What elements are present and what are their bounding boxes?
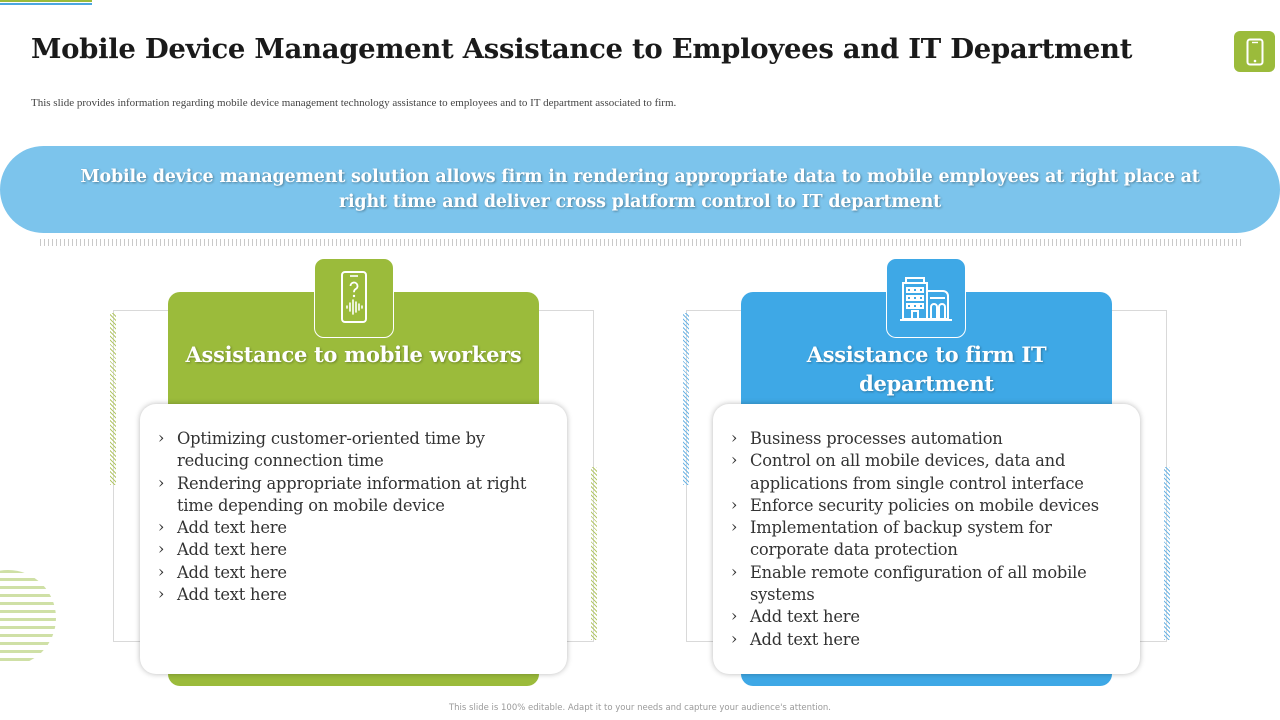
list-item: › Add text here [158,539,543,561]
list-item: › Enforce security policies on mobile devices [731,495,1116,517]
slide-title: Mobile Device Management Assistance to Employees and IT Department [31,33,1133,65]
list-item: › Rendering appropriate information at right time depending on mobile device [158,473,543,518]
left-frame-hatch-top [110,313,116,485]
list-item: › Enable remote configuration of all mobile systems [731,562,1116,607]
mobile-workers-list [158,428,543,606]
right-card-heading: Assistance to firm IT department [806,342,1047,396]
left-frame-hatch-bottom [591,467,597,640]
list-item: › Implementation of backup system for corporate data protection [731,517,1116,562]
tick-divider [40,239,1242,246]
office-building-icon [886,258,966,338]
list-item: › Add text here [158,584,543,606]
mobile-support-icon [314,258,394,338]
right-frame-hatch-bottom [1164,467,1170,640]
decorative-striped-circle [0,570,56,666]
footer-note: This slide is 100% editable. Adapt it to your needs and capture your audience's attention. [448,703,832,713]
right-card-content [713,404,1140,674]
list-item: › Business processes automation [731,428,1116,450]
list-item: › Add text here [158,562,543,584]
left-card-content [140,404,567,674]
list-item: › Control on all mobile devices, data and applications from single control interface [731,450,1116,495]
list-item: › Optimizing customer-oriented time by reducing connection time [158,428,543,473]
left-card-heading: Assistance to mobile workers [185,342,522,367]
top-accent-lines [0,0,92,5]
list-item: › Add text here [731,606,1116,628]
list-item: › Add text here [158,517,543,539]
banner-text: Mobile device management solution allows firm in rendering appropriate data to mobile employees at right place at right time and deliver cross platform control to IT department [80,166,1200,212]
smartphone-icon [1234,31,1275,72]
list-item: › Add text here [731,629,1116,651]
summary-banner [0,146,1280,233]
slide-subtitle: This slide provides information regarding mobile device management technology assistance to employees and to IT department associated to firm. [31,97,677,109]
it-department-list [731,428,1116,651]
right-frame-hatch-top [683,313,689,485]
